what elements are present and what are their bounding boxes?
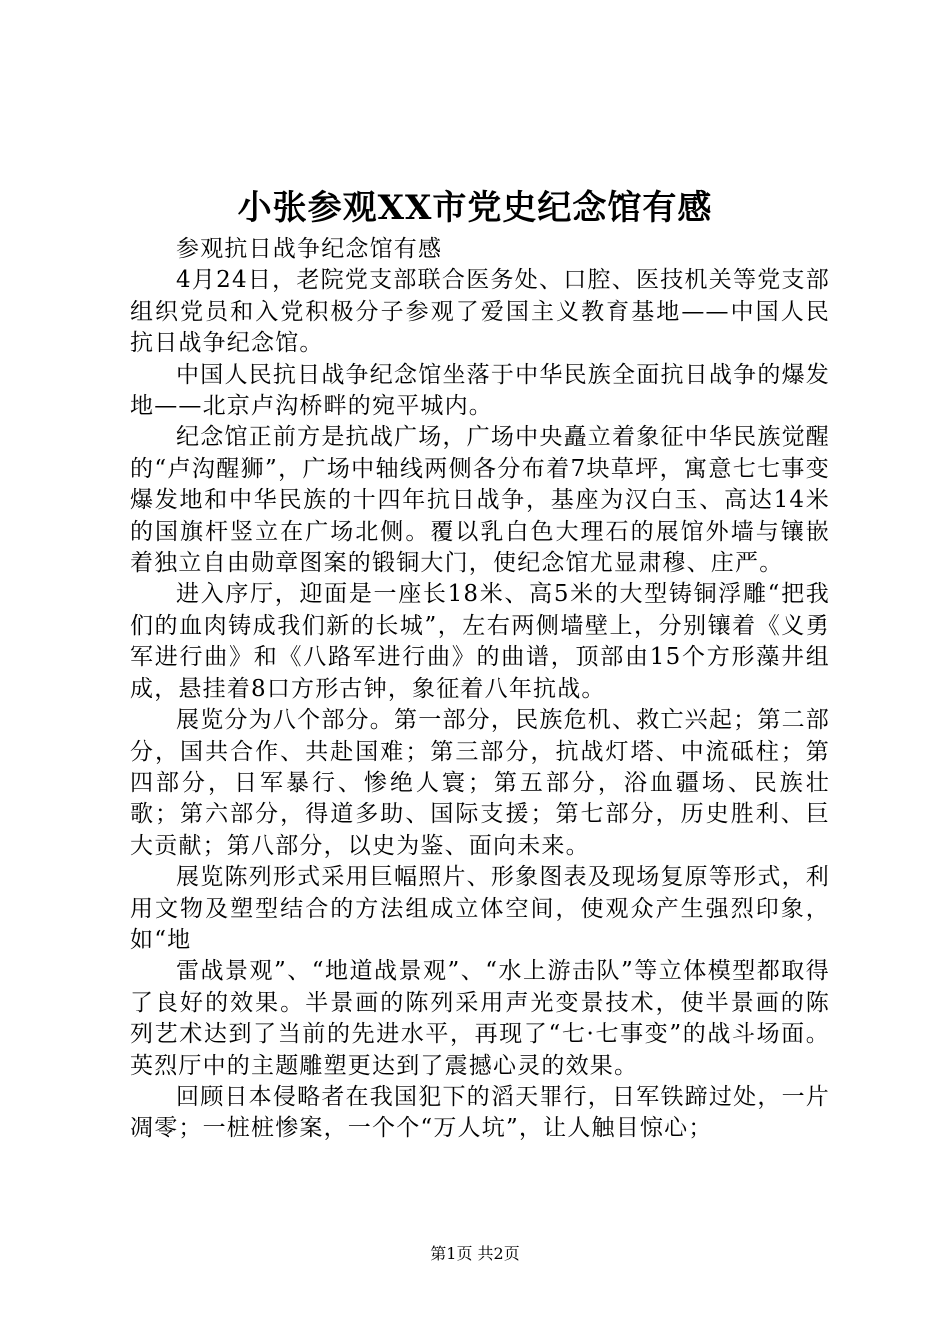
paragraph-visit-intro: 4月24日，老院党支部联合医务处、口腔、医技机关等党支部组织党员和入党积极分子参观了爱国主义教育基地——中国人民抗日战争纪念馆。 [130,267,830,357]
paragraph-square: 纪念馆正前方是抗战广场，广场中央矗立着象征中华民族觉醒的“卢沟醒狮”，广场中轴线两侧各分布着7块草坪，寓意七七事变爆发地和中华民族的十四年抗日战争，基座为汉白玉、高达14米的国旗杆竖立在广场北侧。覆以乳白色大理石的展馆外墙与镶嵌着独立自由勋章图案的锻铜大门，使纪念馆尤显肃穆、庄严。 [130,424,830,577]
paragraph-hall: 进入序厅，迎面是一座长18米、高5米的大型铸铜浮雕“把我们的血肉铸成我们新的长城”，左右两侧墙壁上，分别镶着《义勇军进行曲》和《八路军进行曲》的曲谱，顶部由15个方形藻井组成，悬挂着8口方形古钟，象征着八年抗战。 [130,581,830,702]
paragraph-review: 回顾日本侵略者在我国犯下的滔天罪行，日军铁蹄过处，一片凋零；一桩桩惨案，一个个“万人坑”，让人触目惊心； [130,1083,830,1142]
paragraph-location: 中国人民抗日战争纪念馆坐落于中华民族全面抗日战争的爆发地——北京卢沟桥畔的宛平城内。 [130,361,830,420]
document-body [130,234,830,1145]
paragraph-subtitle: 参观抗日战争纪念馆有感 [176,236,443,262]
paragraph-models: 雷战景观”、“地道战景观”、“水上游击队”等立体模型都取得了良好的效果。半景画的陈列采用声光变景技术，使半景画的陈列艺术达到了当前的先进水平，再现了“七·七事变”的战斗场面。英烈厅中的主题雕塑更达到了震撼心灵的效果。 [130,958,830,1079]
document-title: 小张参观XX市党史纪念馆有感 [237,188,713,228]
paragraph-exhibition-parts: 展览分为八个部分。第一部分，民族危机、救亡兴起；第二部分，国共合作、共赴国难；第三部分，抗战灯塔、中流砥柱；第四部分，日军暴行、惨绝人寰；第五部分，浴血疆场、民族壮歌；第六部分，得道多助、国际支援；第七部分，历史胜利、巨大贡献；第八部分，以史为鉴、面向未来。 [130,707,830,859]
paragraph-display-form: 展览陈列形式采用巨幅照片、形象图表及现场复原等形式，利用文物及塑型结合的方法组成立体空间，使观众产生强烈印象，如“地 [130,864,830,953]
page-number-footer: 第1页 共2页 [430,1244,520,1263]
